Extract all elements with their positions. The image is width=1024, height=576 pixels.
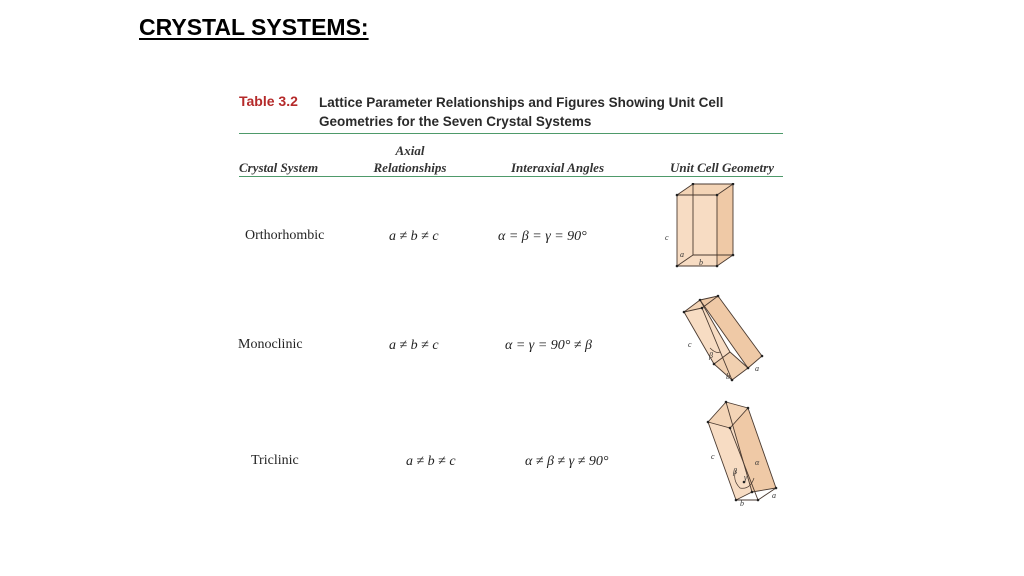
mono-label-b: b bbox=[726, 372, 730, 381]
tri-label-beta: β bbox=[733, 467, 737, 476]
table-top-rule bbox=[239, 133, 783, 134]
ortho-label-b: b bbox=[699, 258, 703, 267]
tri-label-a: a bbox=[772, 491, 776, 500]
monoclinic-unit-cell-figure bbox=[680, 292, 770, 387]
header-axial-line2: Relationships bbox=[373, 160, 447, 175]
row-orthorhombic-axial: a ≠ b ≠ c bbox=[389, 229, 439, 244]
row-triclinic-axial: a ≠ b ≠ c bbox=[406, 454, 456, 469]
header-crystal-system: Crystal System bbox=[239, 160, 319, 175]
ortho-label-c: c bbox=[665, 233, 669, 242]
table-caption-text: Lattice Parameter Relationships and Figures Showing Unit Cell Geometries for the Seven Crystal Systems bbox=[319, 95, 724, 129]
ortho-label-a: a bbox=[680, 250, 684, 259]
triclinic-unit-cell-figure bbox=[700, 400, 790, 508]
mono-label-beta: β bbox=[709, 351, 713, 360]
tri-label-alpha: α bbox=[755, 458, 760, 467]
tri-label-b: b bbox=[740, 499, 744, 508]
mono-label-a: a bbox=[755, 364, 759, 373]
row-triclinic-angles: α ≠ β ≠ γ ≠ 90° bbox=[525, 454, 609, 469]
orthorhombic-unit-cell-figure bbox=[655, 183, 755, 275]
row-monoclinic-angles: α = γ = 90° ≠ β bbox=[505, 338, 593, 353]
tri-label-c: c bbox=[711, 452, 715, 461]
row-monoclinic-system: Monoclinic bbox=[238, 337, 303, 352]
mono-label-c: c bbox=[688, 340, 692, 349]
tri-label-gamma: γ bbox=[744, 473, 748, 482]
header-unit-cell-geometry: Unit Cell Geometry bbox=[670, 160, 774, 175]
table-header-rule bbox=[239, 176, 783, 177]
slide-title: CRYSTAL SYSTEMS: bbox=[139, 14, 369, 40]
header-axial-line1: Axial bbox=[395, 143, 425, 158]
row-orthorhombic-system: Orthorhombic bbox=[245, 228, 325, 243]
row-monoclinic-axial: a ≠ b ≠ c bbox=[389, 338, 439, 353]
header-interaxial-angles: Interaxial Angles bbox=[510, 160, 605, 175]
row-orthorhombic-angles: α = β = γ = 90° bbox=[498, 229, 587, 244]
row-triclinic-system: Triclinic bbox=[251, 453, 299, 468]
table-caption-label: Table 3.2 bbox=[239, 93, 298, 109]
